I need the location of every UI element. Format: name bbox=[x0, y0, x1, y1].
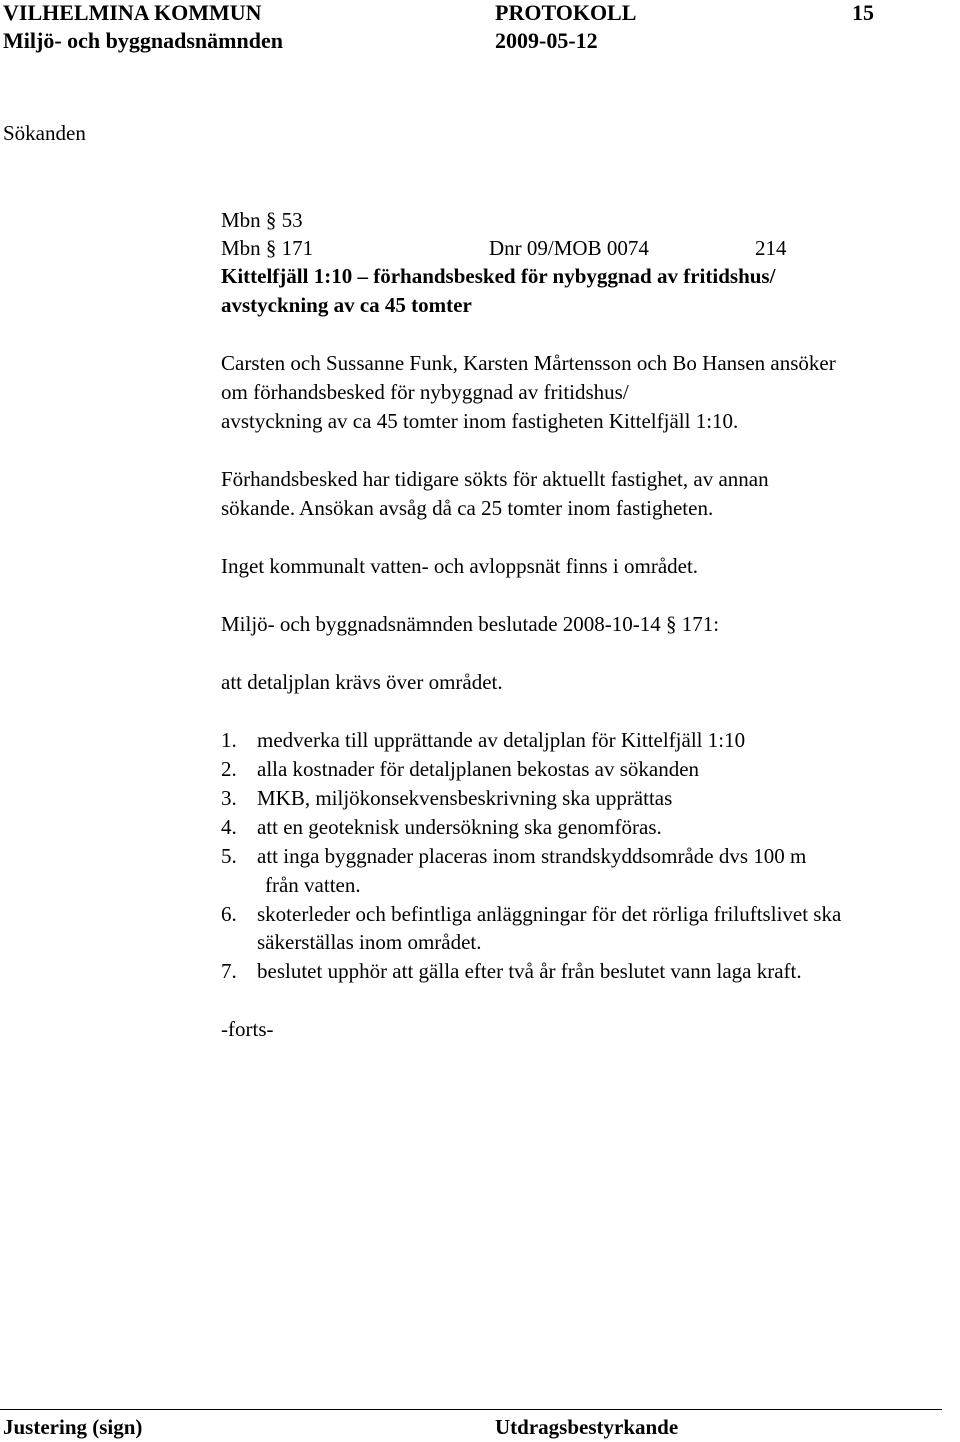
paragraph-applicants-line-3: avstyckning av ca 45 tomter inom fastigheten Kittelfjäll 1:10. bbox=[221, 409, 739, 433]
case-title-line-1: Kittelfjäll 1:10 – förhandsbesked för nybyggnad av fritidshus/ bbox=[221, 264, 776, 288]
document-type: PROTOKOLL bbox=[495, 0, 637, 25]
list-item: medverka till upprättande av detaljplan för Kittelfjäll 1:10 bbox=[257, 728, 746, 752]
paragraph-applicants-line-1: Carsten och Sussanne Funk, Karsten Mårtensson och Bo Hansen ansöker bbox=[221, 351, 836, 375]
list-item: skoterleder och befintliga anläggningar för det rörliga friluftslivet ska bbox=[257, 902, 842, 926]
footer-divider bbox=[0, 1409, 942, 1410]
list-item: att inga byggnader placeras inom strandskyddsområde dvs 100 m bbox=[257, 844, 807, 868]
list-item: beslutet upphör att gälla efter två år från beslutet vann laga kraft. bbox=[257, 959, 802, 983]
committee-name: Miljö- och byggnadsnämnden bbox=[3, 28, 283, 53]
section-label: Sökanden bbox=[3, 121, 86, 145]
list-item-continuation: från vatten. bbox=[265, 873, 361, 897]
case-reference-2: Mbn § 171 bbox=[221, 236, 314, 260]
case-title-line-2: avstyckning av ca 45 tomter bbox=[221, 293, 472, 317]
list-item-number: 4. bbox=[221, 815, 237, 839]
list-item: MKB, miljökonsekvensbeskrivning ska upprättas bbox=[257, 786, 673, 810]
municipality-name: VILHELMINA KOMMUN bbox=[3, 0, 262, 25]
paragraph-applicants-line-2: om förhandsbesked för nybyggnad av fritidshus/ bbox=[221, 380, 629, 404]
list-item-number: 3. bbox=[221, 786, 237, 810]
paragraph-history-line-1: Förhandsbesked har tidigare sökts för aktuellt fastighet, av annan bbox=[221, 467, 769, 491]
list-item-number: 1. bbox=[221, 728, 237, 752]
list-item-number: 2. bbox=[221, 757, 237, 781]
list-item-number: 7. bbox=[221, 959, 237, 983]
list-item-continuation: säkerställas inom området. bbox=[257, 930, 482, 954]
meeting-date: 2009-05-12 bbox=[495, 28, 598, 53]
list-item-number: 5. bbox=[221, 844, 237, 868]
diary-number: Dnr 09/MOB 0074 bbox=[489, 236, 649, 260]
signature-label: Justering (sign) bbox=[3, 1415, 143, 1439]
certification-label: Utdragsbestyrkande bbox=[495, 1415, 679, 1439]
continued-marker: -forts- bbox=[221, 1017, 274, 1041]
case-code: 214 bbox=[755, 236, 787, 260]
paragraph-water-sewage: Inget kommunalt vatten- och avloppsnät finns i området. bbox=[221, 554, 699, 578]
paragraph-history-line-2: sökande. Ansökan avsåg då ca 25 tomter inom fastigheten. bbox=[221, 496, 714, 520]
paragraph-detail-plan: att detaljplan krävs över området. bbox=[221, 670, 503, 694]
list-item: att en geoteknisk undersökning ska genomföras. bbox=[257, 815, 662, 839]
case-reference-1: Mbn § 53 bbox=[221, 208, 303, 232]
list-item-number: 6. bbox=[221, 902, 237, 926]
list-item: alla kostnader för detaljplanen bekostas av sökanden bbox=[257, 757, 700, 781]
paragraph-decision-intro: Miljö- och byggnadsnämnden beslutade 2008-10-14 § 171: bbox=[221, 612, 720, 636]
page-number: 15 bbox=[852, 0, 874, 25]
